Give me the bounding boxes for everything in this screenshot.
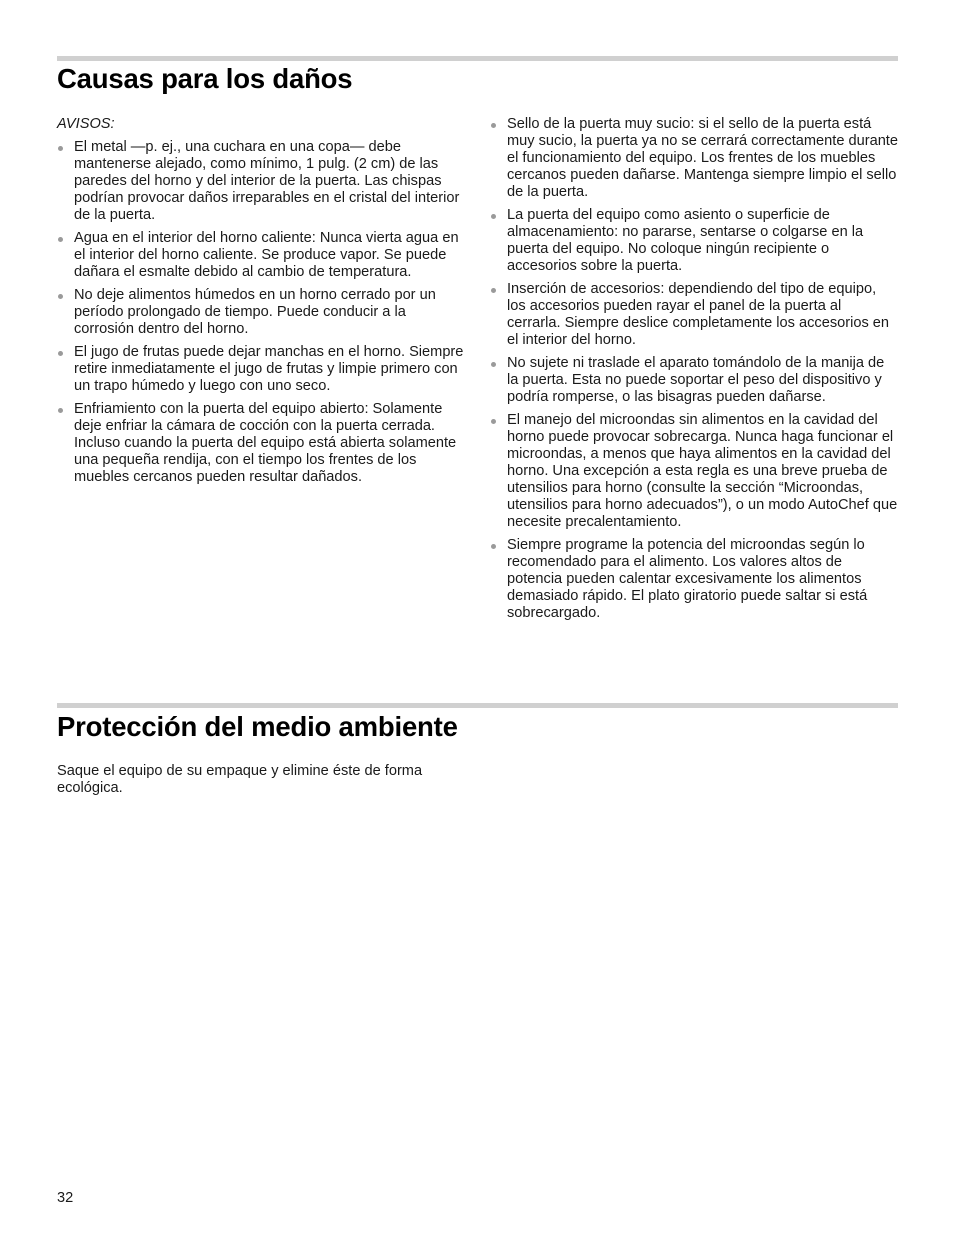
list-item-text: No sujete ni traslade el aparato tomándolo de la manija de la puerta. Esta no puede soportar el peso del dispositivo y podría romperse, o las bisagras pueden dañarse.: [507, 355, 885, 405]
page-number: 32: [57, 1190, 74, 1206]
environment-text: Saque el equipo de su empaque y elimine éste de forma ecológica.: [57, 763, 423, 796]
environment-section-title: Protección del medio ambiente: [57, 711, 458, 742]
list-item: [490, 116, 898, 201]
bullet-icon: [58, 237, 63, 242]
list-item: [57, 139, 465, 224]
bullet-icon: [58, 408, 63, 413]
bullet-icon: [491, 214, 496, 219]
bullet-icon: [58, 146, 63, 151]
list-item: [490, 355, 898, 406]
list-item-text: Inserción de accesorios: dependiendo del tipo de equipo, los accesorios pueden rayar el panel de la puerta al cerrarla. Siempre deslice completamente los accesorios en el interior del horno.: [507, 281, 890, 348]
list-item-text: El metal —p. ej., una cuchara en una copa— debe mantenerse alejado, como mínimo, 1 pulg. (2 cm) de las paredes del horno y del interior de la puerta. Las chispas podrían provocar daños irreparables en el cristal del interior de la puerta.: [74, 139, 460, 223]
section-rule-environment: [57, 703, 898, 708]
damage-section-title: Causas para los daños: [57, 63, 353, 94]
list-item-text: La puerta del equipo como asiento o superficie de almacenamiento: no pararse, sentarse o colgarse en la puerta del equipo. No coloque ningún recipiente o accesorios sobre la puerta.: [507, 207, 864, 274]
list-item: [490, 537, 898, 622]
damage-left-list: [57, 139, 465, 486]
bullet-icon: [491, 419, 496, 424]
damage-right-column: [490, 116, 898, 628]
list-item-text: Agua en el interior del horno caliente: Nunca vierta agua en el interior del horno caliente. Se produce vapor. Se puede dañara el esmalte debido al cambio de temperatura.: [74, 230, 459, 280]
bullet-icon: [491, 123, 496, 128]
bullet-icon: [491, 544, 496, 549]
list-item-text: Sello de la puerta muy sucio: si el sello de la puerta está muy sucio, la puerta ya no se cerrará correctamente durante el funcionamiento del equipo. Los frentes de los muebles cercanos pueden dañarse. Mantenga siempre limpio el sello de la puerta.: [507, 116, 898, 200]
list-item: [57, 401, 465, 486]
list-item: [490, 412, 898, 531]
notes-label: AVISOS:: [57, 116, 115, 132]
list-item: [57, 344, 465, 395]
list-item-text: Enfriamiento con la puerta del equipo abierto: Solamente deje enfriar la cámara de cocción con la puerta cerrada. Incluso cuando la puerta del equipo está abierta solamente una pequeña rendija, con el tiempo los frentes de los muebles cercanos pueden resultar dañados.: [74, 401, 457, 485]
damage-right-list: [490, 116, 898, 622]
list-item: [490, 281, 898, 349]
bullet-icon: [491, 362, 496, 367]
list-item-text: El manejo del microondas sin alimentos en la cavidad del horno puede provocar sobrecarga. Nunca haga funcionar el microondas, a menos que haya alimentos en la cavidad del horno. Una excepción a esta regla es una breve prueba de utensilios para horno (consulte la sección “Microondas, utensilios para horno adecuados”), o un modo AutoChef que necesite precalentamiento.: [507, 412, 898, 530]
bullet-icon: [58, 351, 63, 356]
list-item: [57, 230, 465, 281]
list-item-text: El jugo de frutas puede dejar manchas en el horno. Siempre retire inmediatamente el jugo de frutas y limpie primero con un trapo húmedo y luego con uno seco.: [74, 344, 464, 394]
damage-left-column: [57, 116, 465, 492]
bullet-icon: [491, 288, 496, 293]
list-item: [57, 287, 465, 338]
list-item: [490, 207, 898, 275]
list-item-text: Siempre programe la potencia del microondas según lo recomendado para el alimento. Los valores altos de potencia pueden calentar excesivamente los alimentos demasiado rápido. El plato giratorio puede saltar si está sobrecargado.: [507, 537, 868, 621]
section-rule-top: [57, 56, 898, 61]
list-item-text: No deje alimentos húmedos en un horno cerrado por un período prolongado de tiempo. Puede conducir a la corrosión dentro del horno.: [74, 287, 436, 337]
bullet-icon: [58, 294, 63, 299]
